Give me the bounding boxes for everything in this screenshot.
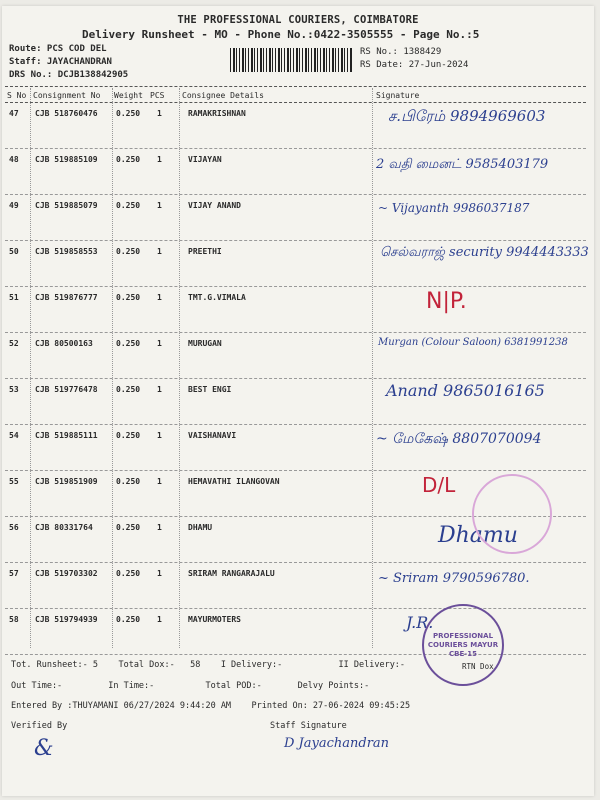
row-consignee: VAISHANAVI — [188, 431, 237, 440]
table-row — [2, 103, 594, 149]
row-pcs: 1 — [157, 201, 162, 210]
row-pcs: 1 — [157, 477, 162, 486]
table-row — [2, 333, 594, 379]
verifier-signature-handwriting: & — [34, 736, 54, 761]
row-consignment-no: CJB 80331764 — [35, 523, 93, 532]
row-pcs: 1 — [157, 385, 162, 394]
row-signature: ~ Vijayanth 9986037187 — [378, 201, 530, 215]
table-row — [2, 379, 594, 425]
row-signature: Anand 9865016165 — [386, 381, 545, 400]
row-sno: 56 — [9, 523, 19, 532]
runsheet-meta-right — [360, 46, 468, 72]
row-weight: 0.250 — [116, 477, 141, 486]
table-row — [2, 563, 594, 609]
row-consignment-no: CJB 80500163 — [35, 339, 93, 348]
row-pcs: 1 — [157, 569, 162, 578]
row-consignment-no: CJB 519876777 — [35, 293, 98, 302]
row-consignment-no: CJB 519776478 — [35, 385, 98, 394]
barcode — [230, 48, 352, 72]
company-stamp — [422, 604, 504, 686]
row-consignee: HEMAVATHI ILANGOVAN — [188, 477, 280, 486]
row-signature: Murgan (Colour Saloon) 6381991238 — [378, 337, 568, 348]
table-row — [2, 241, 594, 287]
drs-number: DRS No.: DCJB138842905 — [9, 70, 129, 80]
header-top-rule — [5, 86, 586, 87]
staff-signature-label: Staff Signature — [270, 721, 347, 731]
row-signature: J.R. — [406, 613, 434, 632]
row-consignee: MAYURMOTERS — [188, 615, 241, 624]
row-consignment-no: CJB 519885111 — [35, 431, 98, 440]
row-sno: 57 — [9, 569, 19, 578]
row-consignee: PREETHI — [188, 247, 222, 256]
entered-by-line: Entered By :THUYAMANI 06/27/2024 9:44:20 AM Printed On: 27-06-2024 09:45:25 — [11, 701, 411, 711]
col-consignee: Consignee Details — [182, 91, 264, 100]
row-consignee: VIJAYAN — [188, 155, 222, 164]
row-consignment-no: CJB 519794939 — [35, 615, 98, 624]
rs-date: RS Date: 27-Jun-2024 — [360, 60, 469, 70]
row-pcs: 1 — [157, 523, 162, 532]
row-sno: 52 — [9, 339, 19, 348]
staff-signature-handwriting: D Jayachandran — [284, 736, 390, 751]
row-consignment-no: CJB 519885109 — [35, 155, 98, 164]
faded-stamp — [472, 474, 552, 554]
runsheet-title: Delivery Runsheet - MO - Phone No.:0422-3505555 - Page No.:5 — [82, 28, 480, 41]
route-label: Route: PCS COD DEL — [9, 44, 107, 54]
row-pcs: 1 — [157, 615, 162, 624]
row-sno: 49 — [9, 201, 19, 210]
col-consignment: Consignment No — [33, 91, 101, 100]
col-sno: S No — [7, 91, 27, 100]
row-pcs: 1 — [157, 109, 162, 118]
row-pcs: 1 — [157, 431, 162, 440]
staff-label: Staff: JAYACHANDRAN — [9, 57, 112, 67]
row-weight: 0.250 — [116, 201, 141, 210]
runsheet-page — [2, 6, 594, 796]
row-consignment-no: CJB 519851909 — [35, 477, 98, 486]
row-pcs: 1 — [157, 155, 162, 164]
row-consignment-no: CJB 518760476 — [35, 109, 98, 118]
col-pcs: PCS — [150, 91, 165, 100]
row-weight: 0.250 — [116, 109, 141, 118]
row-signature: N|P. — [426, 289, 467, 314]
row-pcs: 1 — [157, 293, 162, 302]
row-weight: 0.250 — [116, 523, 141, 532]
row-sno: 47 — [9, 109, 19, 118]
row-signature: ~ Sriram 9790596780. — [378, 571, 530, 586]
row-sno: 48 — [9, 155, 19, 164]
row-weight: 0.250 — [116, 569, 141, 578]
row-consignment-no: CJB 519885079 — [35, 201, 98, 210]
row-sno: 51 — [9, 293, 19, 302]
row-consignee: VIJAY ANAND — [188, 201, 241, 210]
row-sno: 50 — [9, 247, 19, 256]
company-name: THE PROFESSIONAL COURIERS, COIMBATORE — [177, 14, 419, 26]
row-signature: ச.பிரேம் 9894969603 — [388, 107, 546, 125]
row-sno: 55 — [9, 477, 19, 486]
verified-by-label: Verified By — [11, 721, 68, 731]
company-stamp-text: PROFESSIONAL COURIERS MAYUR CBE-15 — [427, 631, 499, 658]
row-sno: 54 — [9, 431, 19, 440]
table-row — [2, 425, 594, 471]
row-weight: 0.250 — [116, 615, 141, 624]
row-weight: 0.250 — [116, 339, 141, 348]
runsheet-meta-left — [9, 43, 128, 82]
row-consignee: TMT.G.VIMALA — [188, 293, 246, 302]
row-consignment-no: CJB 519858553 — [35, 247, 98, 256]
row-weight: 0.250 — [116, 155, 141, 164]
row-consignee: MURUGAN — [188, 339, 222, 348]
row-consignee: DHAMU — [188, 523, 213, 532]
row-pcs: 1 — [157, 339, 162, 348]
row-weight: 0.250 — [116, 293, 141, 302]
row-consignee: SRIRAM RANGARAJALU — [188, 569, 275, 578]
row-sno: 58 — [9, 615, 19, 624]
row-consignee: BEST ENGI — [188, 385, 232, 394]
col-signature: Signature — [376, 91, 420, 100]
row-consignee: RAMAKRISHNAN — [188, 109, 246, 118]
row-consignment-no: CJB 519703302 — [35, 569, 98, 578]
table-row — [2, 149, 594, 195]
row-weight: 0.250 — [116, 247, 141, 256]
row-weight: 0.250 — [116, 431, 141, 440]
table-row — [2, 195, 594, 241]
row-signature: D/L — [422, 473, 456, 497]
rtn-dox-label: RTN Dox — [462, 662, 494, 671]
table-row — [2, 609, 594, 655]
totals-line: Tot. Runsheet:- 5 Total Dox:- 58 I Delivery:- II Delivery:- — [11, 660, 406, 670]
rs-number: RS No.: 1388429 — [360, 47, 442, 57]
row-sno: 53 — [9, 385, 19, 394]
times-line: Out Time:- In Time:- Total POD:- Delvy Points:- — [11, 681, 370, 691]
row-signature: Dhamu — [438, 523, 518, 548]
row-signature: செல்வராஜ் security 9944443333 — [380, 245, 589, 260]
col-weight: Weight — [114, 91, 143, 100]
table-row — [2, 287, 594, 333]
row-pcs: 1 — [157, 247, 162, 256]
row-weight: 0.250 — [116, 385, 141, 394]
row-signature: 2 வதி மைனட் 9585403179 — [376, 157, 549, 172]
row-signature: ~ மேகேஷ் 8807070094 — [376, 431, 542, 447]
